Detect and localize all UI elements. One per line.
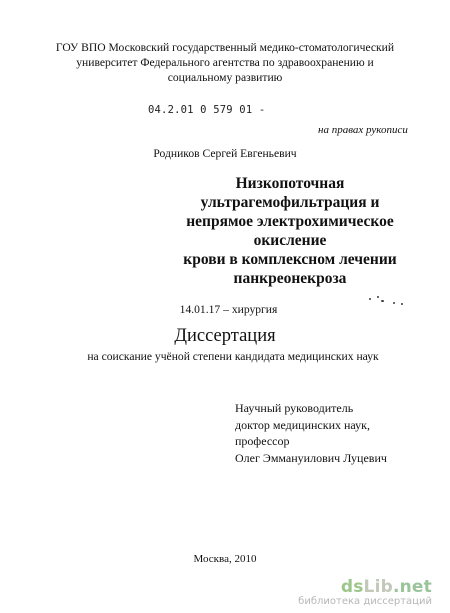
title-line: крови в комплексном лечении xyxy=(183,251,397,268)
institution-name xyxy=(0,40,450,85)
dslib-logo xyxy=(292,577,432,597)
supervisor-line: Олег Эммануилович Луцевич xyxy=(235,450,387,465)
scientific-supervisor xyxy=(235,400,387,466)
institution-line: ГОУ ВПО Московский государственный медико-стоматологический xyxy=(55,41,395,54)
library-stamp-number: 04.2.01 0 579 01 - xyxy=(148,104,266,116)
title-line: непрямое электрохимическое окисление xyxy=(186,213,394,249)
author-name: Родников Сергей Евгеньевич xyxy=(153,147,297,160)
document-type: Диссертация xyxy=(174,326,276,346)
logo-lib: Lib xyxy=(363,577,393,597)
city-year: Москва, 2010 xyxy=(193,553,257,565)
supervisor-line: доктор медицинских наук, xyxy=(235,417,370,432)
manuscript-note: на правах рукописи xyxy=(318,124,408,136)
watermark-subtitle: библиотека диссертаций xyxy=(298,596,432,607)
title-line: панкреонекроза xyxy=(233,270,347,287)
institution-line: университет Федерального агентства по здравоохранению и xyxy=(76,56,374,69)
title-line: Низкопоточная ультрагемофильтрация и xyxy=(200,175,380,211)
logo-net: .net xyxy=(392,577,432,597)
supervisor-line: профессор xyxy=(235,434,290,448)
logo-ds: ds xyxy=(340,577,364,597)
specialty-code: 14.01.17 – хирургия xyxy=(179,303,278,316)
degree-purpose: на соискание учёной степени кандидата медицинских наук xyxy=(87,350,379,363)
dissertation-title xyxy=(155,174,425,288)
institution-line: социальному развитию xyxy=(167,71,283,84)
supervisor-line: Научный руководитель xyxy=(235,401,354,415)
dslib-watermark[interactable] xyxy=(292,577,432,607)
